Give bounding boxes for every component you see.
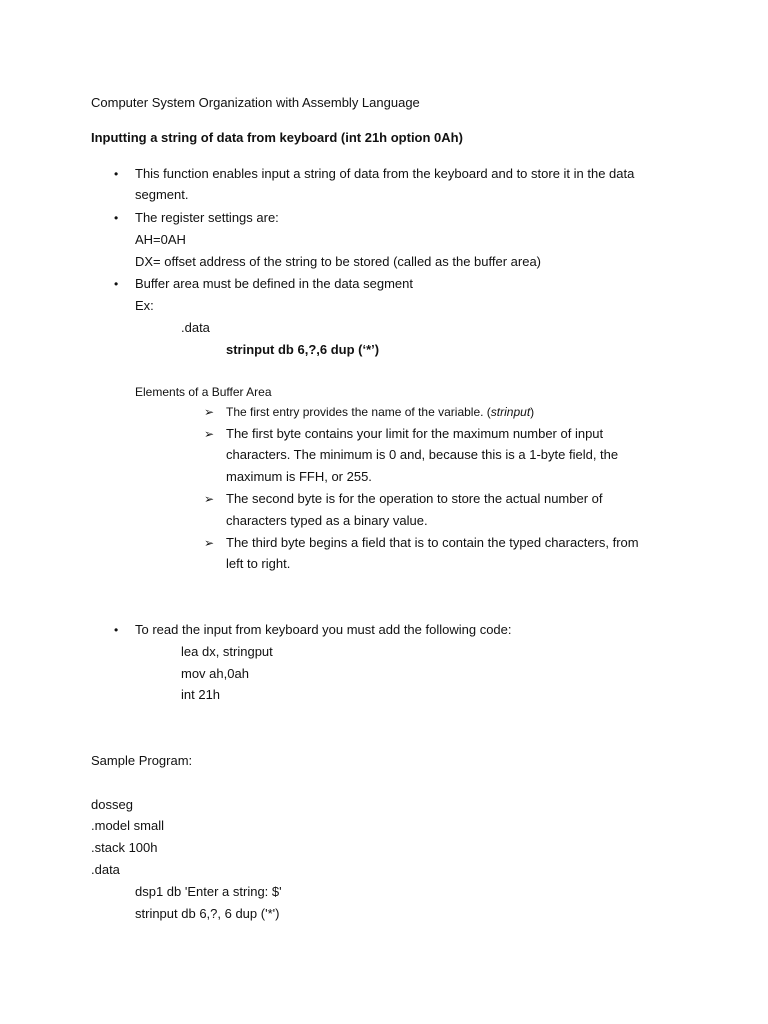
- buffer-element-1: The first entry provides the name of the variable. (strinput): [226, 405, 535, 419]
- buffer-element-3-line-1: The second byte is for the operation to store the actual number of: [226, 491, 603, 506]
- buffer-element-4-line-1: The third byte begins a field that is to contain the typed characters, from: [226, 535, 639, 550]
- program-line: dosseg: [91, 797, 133, 812]
- read-input-intro: To read the input from keyboard you must add the following code:: [135, 622, 512, 637]
- code-line: mov ah,0ah: [181, 666, 249, 681]
- arrow-bullet-icon: ➢: [204, 427, 215, 441]
- bullet-icon: •: [114, 277, 119, 291]
- bullet-icon: •: [114, 623, 119, 637]
- bullet-1-line-2: segment.: [135, 187, 189, 202]
- register-ah: AH=0AH: [135, 232, 186, 247]
- section-heading: Inputting a string of data from keyboard (int 21h option 0Ah): [91, 130, 463, 145]
- code-line: lea dx, stringput: [181, 644, 273, 659]
- sample-program-heading: Sample Program:: [91, 753, 193, 768]
- buffer-element-2-line-3: maximum is FFH, or 255.: [226, 469, 372, 484]
- buffer-element-3-line-2: characters typed as a binary value.: [226, 513, 428, 528]
- bullet-2-line-1: The register settings are:: [135, 210, 279, 225]
- arrow-bullet-icon: ➢: [204, 405, 215, 419]
- code-line: int 21h: [181, 687, 221, 702]
- arrow-bullet-icon: ➢: [204, 492, 215, 506]
- program-data-line: dsp1 db 'Enter a string: $': [135, 884, 282, 899]
- program-line: .data: [91, 862, 120, 877]
- code-strinput-definition: strinput db 6,?,6 dup (‘*’): [226, 342, 380, 357]
- buffer-element-2-line-1: The first byte contains your limit for the maximum number of input: [226, 426, 604, 441]
- buffer-element-4-line-2: left to right.: [226, 556, 291, 571]
- program-line: .model small: [91, 818, 164, 833]
- course-title: Computer System Organization with Assembly Language: [91, 95, 420, 110]
- bullet-icon: •: [114, 167, 119, 181]
- program-data-line: strinput db 6,?, 6 dup ('*'): [135, 906, 280, 921]
- code-data-directive: .data: [181, 320, 210, 335]
- bullet-3-line-1: Buffer area must be defined in the data segment: [135, 276, 413, 291]
- arrow-bullet-icon: ➢: [204, 536, 215, 550]
- example-label: Ex:: [135, 298, 154, 313]
- program-line: .stack 100h: [91, 840, 158, 855]
- buffer-element-2-line-2: characters. The minimum is 0 and, because this is a 1-byte field, the: [226, 447, 619, 462]
- bullet-icon: •: [114, 211, 119, 225]
- register-dx: DX= offset address of the string to be stored (called as the buffer area): [135, 254, 542, 269]
- buffer-elements-heading: Elements of a Buffer Area: [135, 385, 272, 399]
- bullet-1-line-1: This function enables input a string of data from the keyboard and to store it in the data: [135, 166, 635, 181]
